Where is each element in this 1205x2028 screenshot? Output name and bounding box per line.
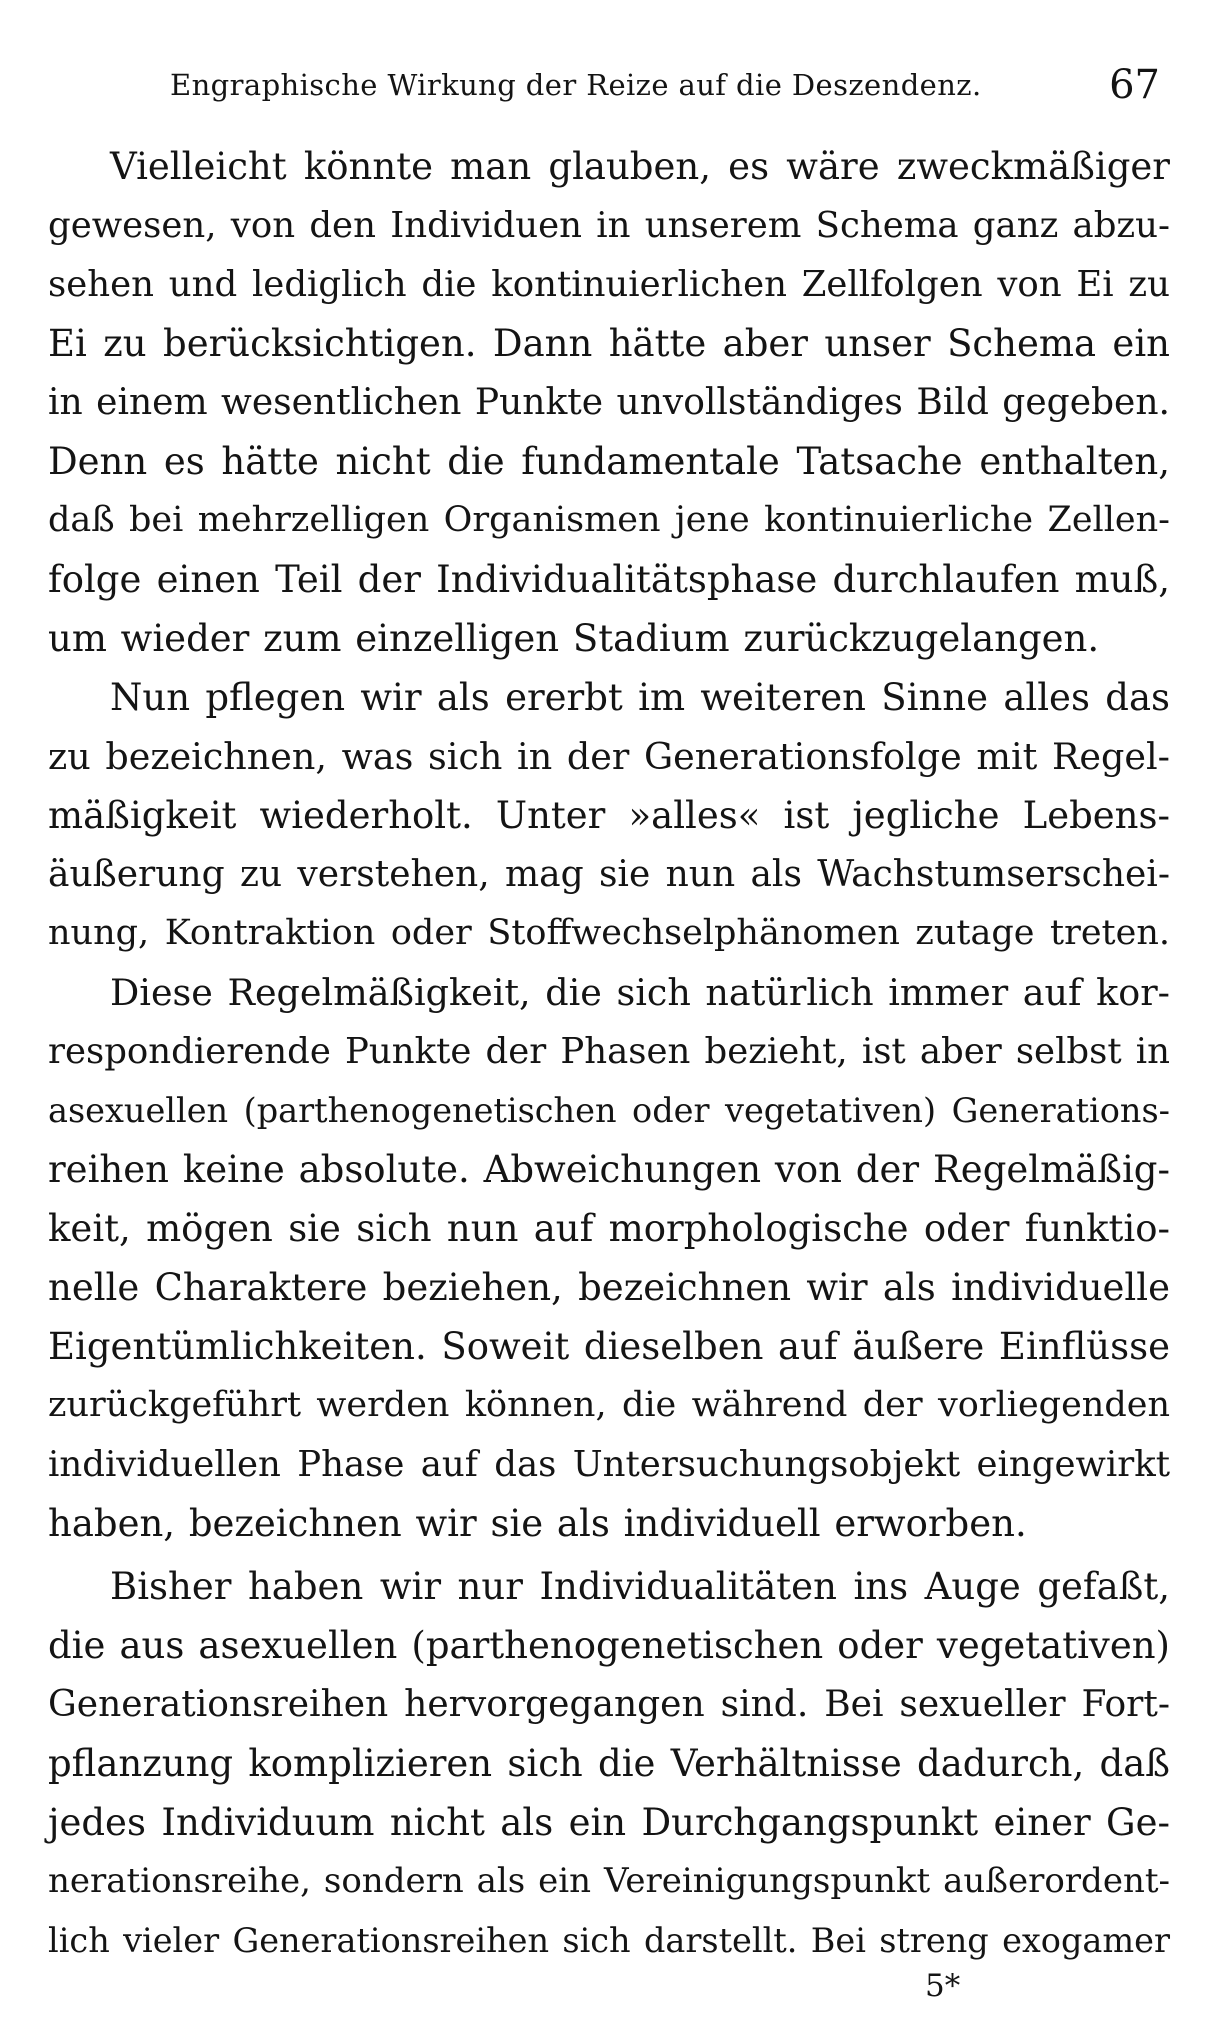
text-line: Generationsreihen hervorgegangen sind. Bei sexueller Fort- (48, 1684, 1170, 1725)
text-line: zurückgeführt werden können, die während der vorliegenden (48, 1385, 1170, 1425)
text-line: mäßigkeit wiederholt. Unter »alles« ist jegliche Lebens- (48, 794, 1170, 837)
text-line: folge einen Teil der Individualitätsphase durchlaufen muß, (48, 558, 1170, 601)
text-line: Diese Regelmäßigkeit, die sich natürlich immer auf kor- (110, 971, 1170, 1014)
text-line: pflanzung komplizieren sich die Verhältnisse dadurch, daß (48, 1742, 1170, 1785)
text-line: in einem wesentlichen Punkte unvollständiges Bild gegeben. (48, 382, 1170, 423)
running-head (170, 62, 1160, 112)
text-line: nerationsreihe, sondern als ein Vereinigungspunkt außerordent- (48, 1861, 1170, 1901)
text-line: lich vieler Generationsreihen sich darstellt. Bei streng exogamer (48, 1921, 1170, 1960)
text-line: daß bei mehrzelligen Organismen jene kontinuierliche Zellen- (48, 500, 1170, 540)
text-line: Eigentümlichkeiten. Soweit dieselben auf äußere Einflüsse (48, 1325, 1170, 1368)
text-line: reihen keine absolute. Abweichungen von der Regelmäßig- (48, 1148, 1170, 1191)
text-line: zu bezeichnen, was sich in der Generationsfolge mit Regel- (48, 735, 1170, 778)
paragraph (48, 137, 1170, 668)
page-number: 67 (1109, 62, 1160, 108)
text-line: Bisher haben wir nur Individualitäten ins Auge gefaßt, (110, 1565, 1170, 1608)
text-line: Vielleicht könnte man glauben, es wäre zweckmäßiger (110, 145, 1170, 188)
text-line: respondierende Punkte der Phasen bezieht, ist aber selbst in (48, 1031, 1170, 1072)
signature-mark: 5* (925, 1968, 961, 2004)
text-line: asexuellen (parthenogenetischen oder vegetativen) Generations- (48, 1091, 1170, 1130)
body-text (48, 137, 1170, 1970)
paragraph (48, 668, 1170, 963)
running-title: Engraphische Wirkung der Reize auf die Deszendenz. (170, 68, 982, 102)
text-line: Denn es hätte nicht die fundamentale Tatsache enthalten, (48, 440, 1170, 483)
text-line: individuellen Phase auf das Untersuchungsobjekt eingewirkt (48, 1444, 1170, 1485)
text-line: Ei zu berücksichtigen. Dann hätte aber unser Schema ein (48, 322, 1170, 365)
text-line: jedes Individuum nicht als ein Durchgangspunkt einer Ge- (48, 1801, 1170, 1844)
text-line: Nun pflegen wir als ererbt im weiteren Sinne alles das (110, 676, 1170, 719)
text-line: die aus asexuellen (parthenogenetischen oder vegetativen) (48, 1624, 1170, 1667)
text-line: nelle Charaktere beziehen, bezeichnen wir als individuelle (48, 1266, 1170, 1309)
text-line: haben, bezeichnen wir sie als individuell erworben. (48, 1502, 1027, 1545)
paragraph (48, 963, 1170, 1553)
text-line: nung, Kontraktion oder Stoffwechselphänomen zutage treten. (48, 913, 1170, 953)
text-line: gewesen, von den Individuen in unserem Schema ganz abzu- (48, 205, 1170, 246)
text-line: keit, mögen sie sich nun auf morphologische oder funktio- (48, 1207, 1170, 1250)
text-line: äußerung zu verstehen, mag sie nun als Wachstumserschei- (48, 854, 1170, 895)
text-line: um wieder zum einzelligen Stadium zurückzugelangen. (48, 617, 1100, 660)
paragraph (48, 1557, 1170, 1970)
text-line: sehen und lediglich die kontinuierlichen Zellfolgen von Ei zu (48, 264, 1170, 305)
